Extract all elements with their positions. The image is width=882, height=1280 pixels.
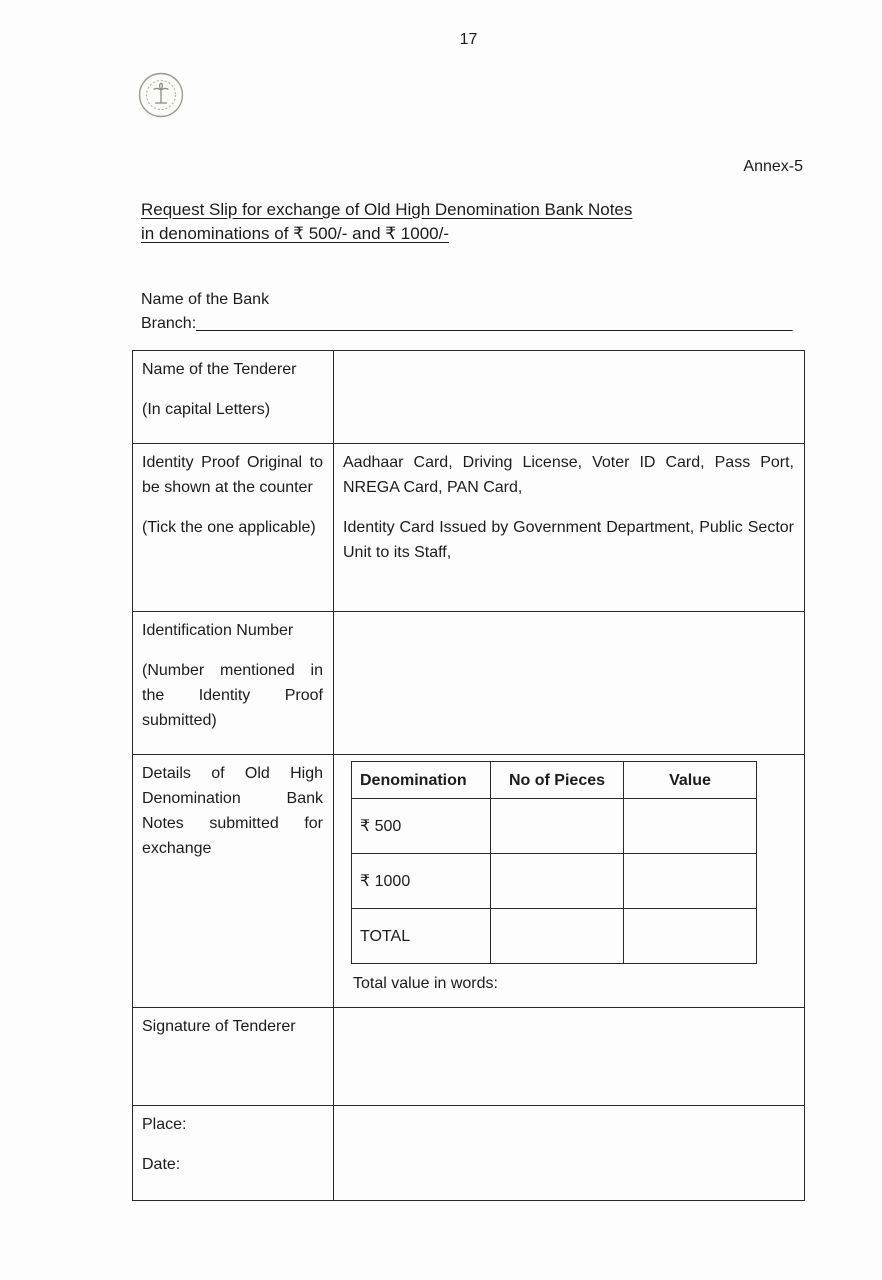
total-label: TOTAL: [352, 909, 491, 964]
identification-number-label: Identification Number: [142, 622, 294, 639]
value-500-cell: [624, 799, 757, 854]
tenderer-label: Name of the Tenderer: [142, 361, 297, 378]
pieces-total-cell: [491, 909, 624, 964]
notes-details-label: Details of Old High Denomination Bank Notes submitted for exchange: [142, 765, 323, 857]
denomination-row-1000: [352, 854, 757, 909]
identity-proof-label-note: (Tick the one applicable): [142, 519, 316, 536]
tenderer-label-note: (In capital Letters): [142, 401, 271, 418]
document-title-line2: in denominations of ₹ 500/- and ₹ 1000/-: [141, 223, 449, 243]
request-slip-table: [132, 350, 805, 1201]
identity-proof-options-1: Aadhaar Card, Driving License, Voter ID Card, Pass Port, NREGA Card, PAN Card,: [343, 454, 794, 496]
row-signature: [133, 1008, 805, 1106]
denomination-table: [351, 761, 757, 964]
rbi-emblem-icon: [138, 72, 184, 118]
denomination-header-row: [352, 762, 757, 799]
signature-value-cell: [334, 1008, 805, 1106]
total-value-in-words-label: Total value in words:: [353, 975, 498, 992]
row-identity-proof: [133, 444, 805, 612]
value-1000-cell: [624, 854, 757, 909]
date-label: Date:: [142, 1156, 181, 1173]
branch-fill-line: ___________________________________________________________________: [196, 315, 793, 332]
pieces-500-cell: [491, 799, 624, 854]
row-identification-number: [133, 612, 805, 755]
document-title: [141, 198, 632, 245]
notes-details-value-cell: [334, 755, 805, 1008]
row-place-date: [133, 1106, 805, 1201]
place-date-value-cell: [334, 1106, 805, 1201]
denomination-500-label: ₹ 500: [352, 799, 491, 854]
identification-number-label-note: (Number mentioned in the Identity Proof submitted): [142, 662, 323, 729]
denomination-row-500: [352, 799, 757, 854]
tenderer-value-cell: [334, 351, 805, 444]
col-header-value: Value: [624, 762, 757, 799]
branch-line: [141, 312, 792, 336]
identity-proof-options-2: Identity Card Issued by Government Department, Public Sector Unit to its Staff,: [343, 519, 794, 561]
place-date-label-cell: [133, 1106, 334, 1201]
identification-number-label-cell: [133, 612, 334, 755]
annex-label: Annex-5: [743, 158, 803, 175]
bank-branch-block: [141, 288, 792, 336]
place-label: Place:: [142, 1116, 187, 1133]
identification-number-value-cell: [334, 612, 805, 755]
tenderer-label-cell: [133, 351, 334, 444]
value-total-cell: [624, 909, 757, 964]
signature-label: Signature of Tenderer: [142, 1018, 296, 1035]
page-content: [132, 0, 805, 1280]
row-tenderer: [133, 351, 805, 444]
row-notes-details: [133, 755, 805, 1008]
page-number: 17: [459, 31, 478, 48]
signature-label-cell: [133, 1008, 334, 1106]
col-header-denomination: Denomination: [352, 762, 491, 799]
col-header-pieces: No of Pieces: [491, 762, 624, 799]
branch-label: Branch:: [141, 315, 197, 332]
document-title-line1: Request Slip for exchange of Old High Denomination Bank Notes: [141, 200, 633, 219]
denomination-1000-label: ₹ 1000: [352, 854, 491, 909]
identity-proof-label-cell: [133, 444, 334, 612]
denomination-row-total: [352, 909, 757, 964]
identity-proof-label: Identity Proof Original to be shown at the counter: [142, 454, 323, 496]
pieces-1000-cell: [491, 854, 624, 909]
notes-details-label-cell: [133, 755, 334, 1008]
identity-proof-value-cell: [334, 444, 805, 612]
bank-name-label: Name of the Bank: [141, 291, 270, 308]
